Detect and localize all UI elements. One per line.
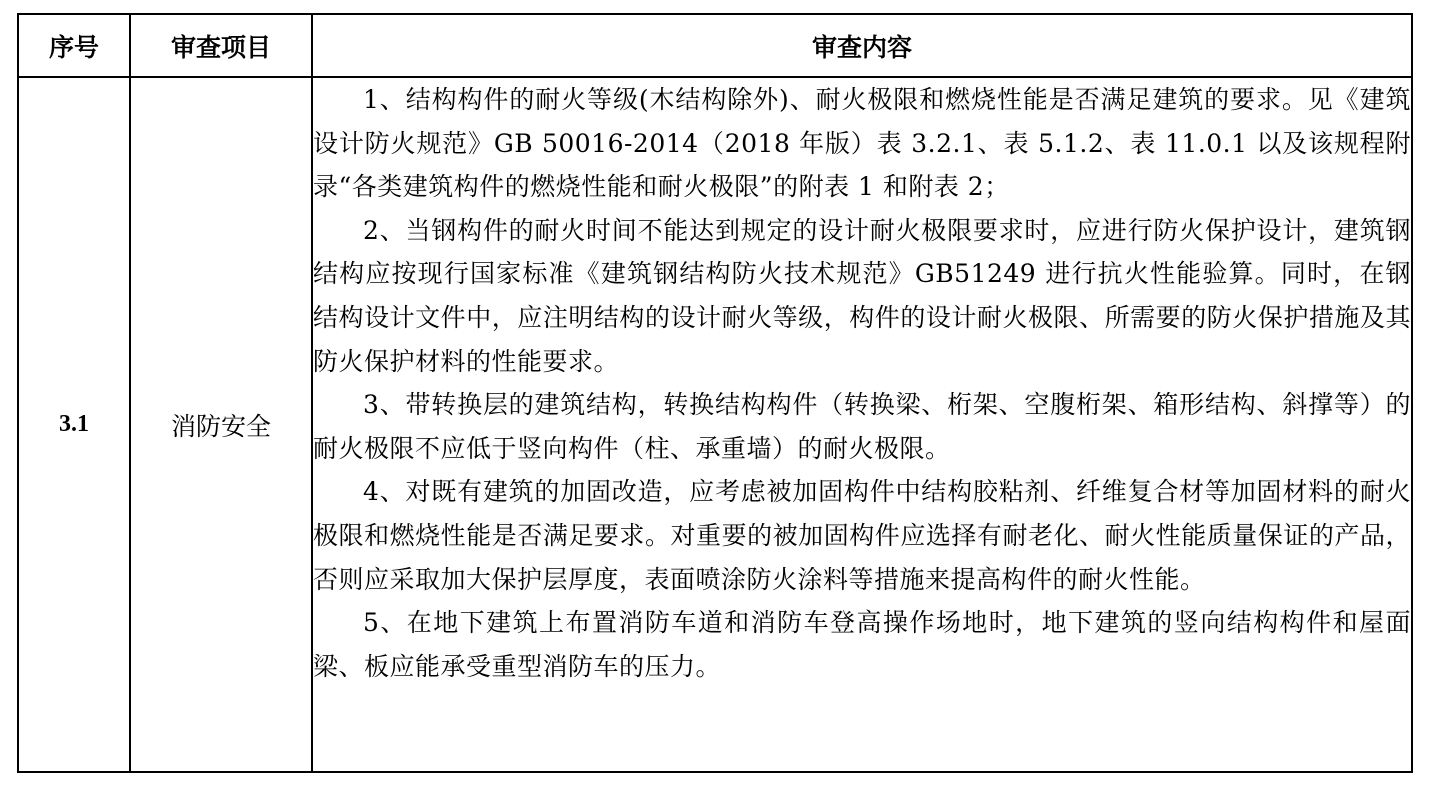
table-row <box>18 77 1412 772</box>
header-number: 序号 <box>18 14 130 77</box>
row-review-content <box>312 77 1412 772</box>
row-number: 3.1 <box>18 77 130 772</box>
header-row <box>18 14 1412 77</box>
content-paragraph-5: 5、在地下建筑上布置消防车道和消防车登高操作场地时，地下建筑的竖向结构构件和屋面梁、板应能承受重型消防车的压力。 <box>313 608 1411 681</box>
row-review-item: 消防安全 <box>130 77 312 772</box>
content-paragraph-2: 2、当钢构件的耐火时间不能达到规定的设计耐火极限要求时，应进行防火保护设计，建筑钢结构应按现行国家标准《建筑钢结构防火技术规范》GB51249 进行抗火性能验算。同时，在钢结构设计文件中，应注明结构的设计耐火等级，构件的设计耐火极限、所需要的防火保护措施及其防火保护材料的性能要求。 <box>313 215 1411 376</box>
header-review-item: 审查项目 <box>130 14 312 77</box>
content-paragraph-4: 4、对既有建筑的加固改造，应考虑被加固构件中结构胶粘剂、纤维复合材等加固材料的耐火极限和燃烧性能是否满足要求。对重要的被加固构件应选择有耐老化、耐火性能质量保证的产品，否则应采取加大保护层厚度，表面喷涂防火涂料等措施来提高构件的耐火性能。 <box>313 477 1411 594</box>
content-paragraph-1: 1、结构构件的耐火等级(木结构除外)、耐火极限和燃烧性能是否满足建筑的要求。见《建筑设计防火规范》GB 50016-2014（2018 年版）表 3.2.1、表 5.1.2、表 11.0.1 以及该规程附录“各类建筑构件的燃烧性能和耐火极限”的附表 1 和附表 2； <box>313 85 1411 202</box>
header-review-content: 审查内容 <box>312 14 1412 77</box>
content-paragraph-3: 3、带转换层的建筑结构，转换结构构件（转换梁、桁架、空腹桁架、箱形结构、斜撑等）的耐火极限不应低于竖向构件（柱、承重墙）的耐火极限。 <box>313 390 1411 463</box>
review-table <box>17 13 1413 773</box>
